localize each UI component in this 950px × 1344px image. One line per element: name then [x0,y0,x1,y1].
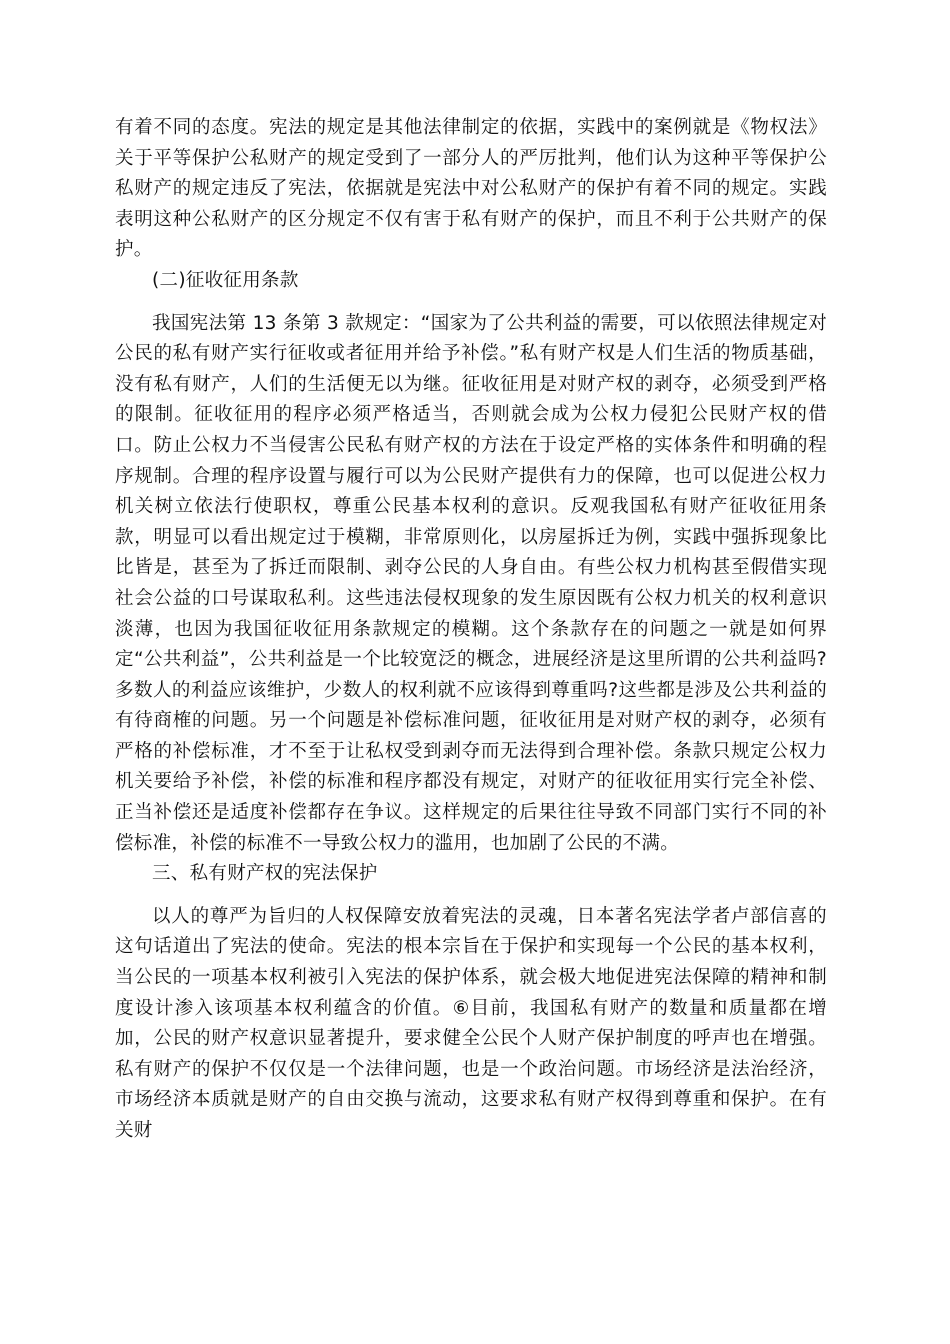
document-body [115,113,827,1147]
paragraph-expropriation-clause: 我国宪法第 13 条第 3 款规定：“国家为了公共利益的需要，可以依照法律规定对公民的私有财产实行征收或者征用并给予补偿。”私有财产权是人们生活的物质基础，没有私有财产，人们的生活便无以为继。征收征用是对财产权的剥夺，必须受到严格的限制。征收征用的程序必须严格适当，否则就会成为公权力侵犯公民财产权的借口。防止公权力不当侵害公民私有财产权的方法在于设定严格的实体条件和明确的程序规制。合理的程序设置与履行可以为公民财产提供有力的保障，也可以促进公权力机关树立依法行使职权，尊重公民基本权利的意识。反观我国私有财产征收征用条款，明显可以看出规定过于模糊，非常原则化，以房屋拆迁为例，实践中强拆现象比比皆是，甚至为了拆迁而限制、剥夺公民的人身自由。有些公权力机构甚至假借实现社会公益的口号谋取私利。这些违法侵权现象的发生原因既有公权力机关的权利意识淡薄，也因为我国征收征用条款规定的模糊。这个条款存在的问题之一就是如何界定“公共利益”，公共利益是一个比较宽泛的概念，进展经济是这里所谓的公共利益吗?多数人的利益应该维护，少数人的权利就不应该得到尊重吗?这些都是涉及公共利益的有待商榷的问题。另一个问题是补偿标准问题，征收征用是对财产权的剥夺，必须有严格的补偿标准，才不至于让私权受到剥夺而无法得到合理补偿。条款只规定公权力机关要给予补偿，补偿的标准和程序都没有规定，对财产的征收征用实行完全补偿、正当补偿还是适度补偿都存在争议。这样规定的后果往往导致不同部门实行不同的补偿标准，补偿的标准不一导致公权力的滥用，也加剧了公民的不满。 [115,312,827,854]
section-heading-expropriation: (二)征收征用条款 [152,269,299,291]
section-heading-constitutional-protection: 三、私有财产权的宪法保护 [152,863,378,885]
paragraph-continuation: 有着不同的态度。宪法的规定是其他法律制定的依据，实践中的案例就是《物权法》关于平等保护公私财产的规定受到了一部分人的严厉批判，他们认为这种平等保护公私财产的规定违反了宪法，依据就是宪法中对公私财产的保护有着不同的规定。实践表明这种公私财产的区分规定不仅有害于私有财产的保护，而且不利于公共财产的保护。 [115,117,827,261]
paragraph-constitutional-protection: 以人的尊严为旨归的人权保障安放着宪法的灵魂，日本著名宪法学者卢部信喜的这句话道出了宪法的使命。宪法的根本宗旨在于保护和实现每一个公民的基本权利，当公民的一项基本权利被引入宪法的保护体系，就会极大地促进宪法保障的精神和制度设计渗入该项基本权利蕴含的价值。⑥目前，我国私有财产的数量和质量都在增加，公民的财产权意识显著提升，要求健全公民个人财产保护制度的呼声也在增强。私有财产的保护不仅仅是一个法律问题，也是一个政治问题。市场经济是法治经济，市场经济本质就是财产的自由交换与流动，这要求私有财产权得到尊重和保护。在有关财 [115,905,827,1141]
